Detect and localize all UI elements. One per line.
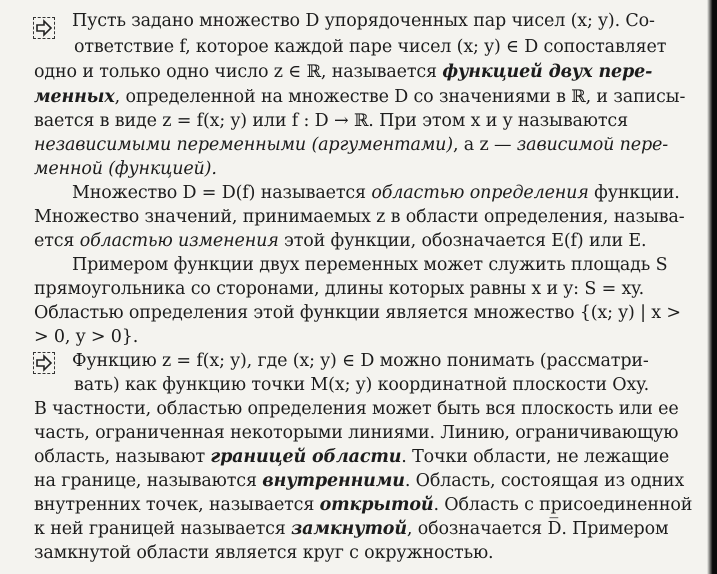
b1-line-5: вается в виде z = f(x; y) или f : D → ℝ. При этом x и y называются — [34, 111, 628, 131]
b4-line-5: область, называют границей области. Точки области, не лежащие — [34, 447, 670, 467]
b2-line-1: Множество D = D(f) называется областью определения функции. — [72, 183, 680, 203]
term-independent-vars: независимыми переменными (аргументами) — [34, 135, 453, 155]
term-range: областью изменения — [79, 231, 279, 251]
term-domain: областью определения — [371, 183, 589, 203]
b4-line-6: на границе, называются внутренними. Область, состоящая из одних — [34, 471, 685, 491]
term-interior: внутренними — [262, 471, 405, 491]
b3-line-3: Областью определения этой функции является множество {(x; y) | x > — [34, 303, 681, 323]
b3-line-4: > 0, y > 0}. — [34, 327, 139, 347]
term-dependent-var: зависимой пере- — [516, 135, 668, 155]
b1-line-2: ответствие f, которое каждой паре чисел (x; y) ∈ D сопоставляет — [74, 37, 667, 57]
b3-line-2: прямоугольника со сторонами, длины которых равны x и y: S = xy. — [34, 279, 645, 299]
term-boundary: границей области — [210, 447, 402, 467]
b2-line-3: ется областью изменения этой функции, обозначается E(f) или E. — [34, 231, 647, 251]
b4-line-4: часть, ограниченная некоторыми линиями. Линию, ограничивающую — [34, 423, 679, 443]
term-closed: замкнутой — [291, 519, 407, 539]
note-marker-icon — [33, 352, 55, 374]
term-open: открытой — [319, 495, 434, 515]
b2-line-2: Множество значений, принимаемых z в области определения, называ- — [34, 207, 685, 227]
term-function-two-vars: функцией двух пере- — [442, 62, 653, 82]
b1-line-6: независимыми переменными (аргументами), а z — зависимой пере- — [34, 135, 668, 155]
b4-line-8: к ней границей называется замкнутой, обозначается D̅. Примером — [34, 519, 669, 539]
b4-line-1: Функцию z = f(x; y), где (x; y) ∈ D можно понимать (рассматри- — [72, 351, 649, 371]
b1-line-4: менных, определенной на множестве D со значениями в ℝ, и записы- — [34, 87, 686, 107]
b4-line-3: В частности, областью определения может быть вся плоскость или ее — [34, 399, 679, 419]
b1-line-7: менной (функцией). — [34, 159, 217, 179]
b1-line-1: Пусть задано множество D упорядоченных пар чисел (x; y). Со- — [72, 11, 655, 31]
b1-line-3: одно и только одно число z ∈ ℝ, называется функцией двух пере- — [34, 62, 653, 82]
b4-line-2: вать) как функцию точки M(x; y) координатной плоскости Oxy. — [74, 375, 650, 395]
b3-line-1: Примером функции двух переменных может служить площадь S — [72, 255, 668, 275]
b4-line-7: внутренних точек, называется открытой. Область с присоединенной — [34, 495, 693, 515]
scan-edge-shadow — [707, 0, 717, 574]
b4-line-9: замкнутой области является круг с окружностью. — [34, 543, 494, 563]
definition-marker-icon — [33, 17, 55, 39]
